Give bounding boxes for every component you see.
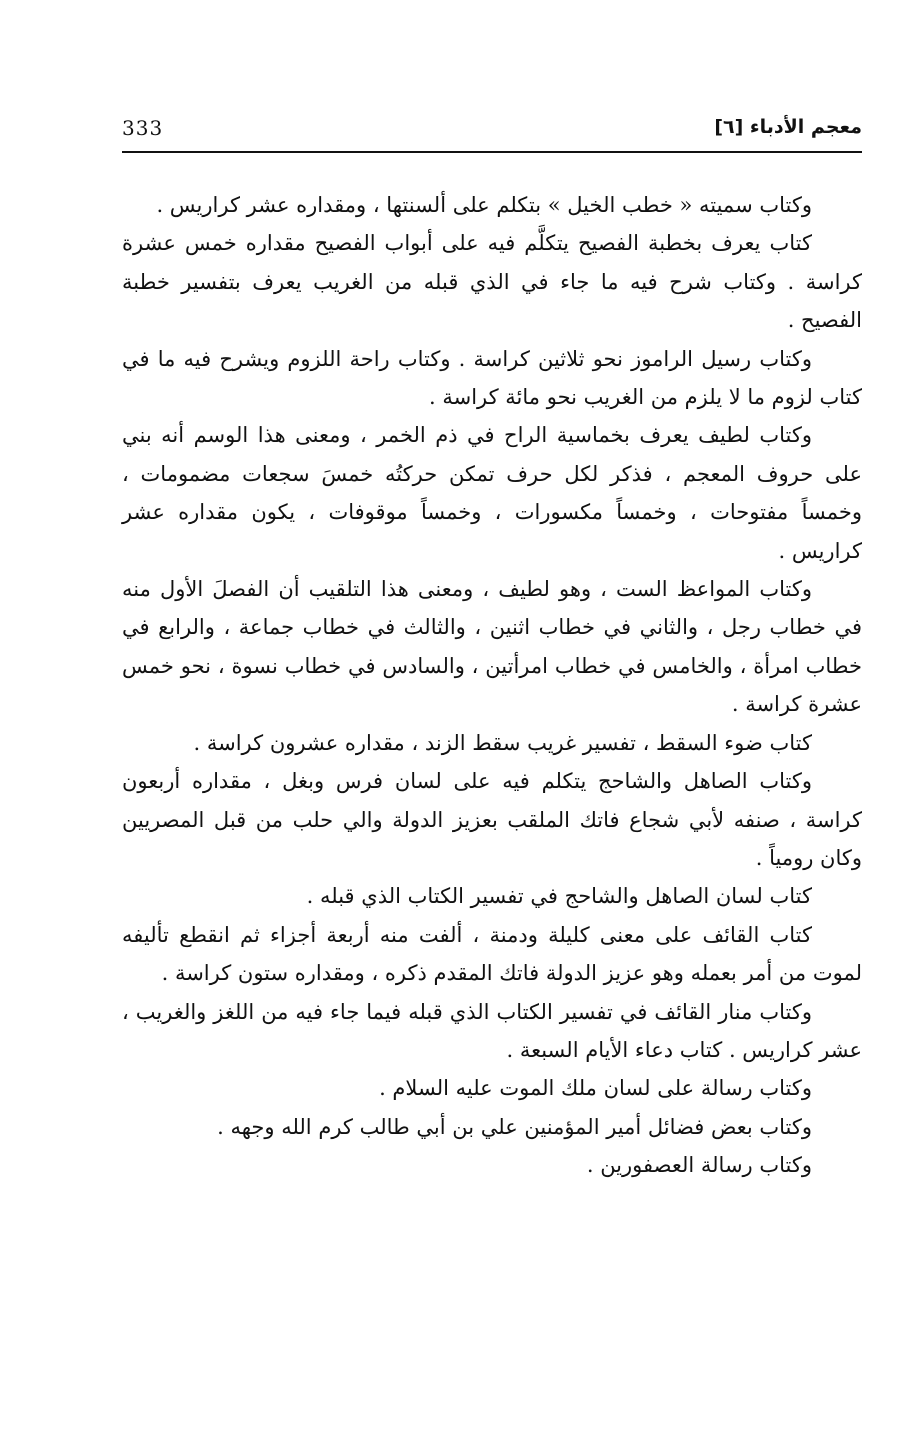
paragraph: وكتاب لطيف يعرف بخماسية الراح في ذم الخمر ، ومعنى هذا الوسم أنه بني على حروف المعجم ، فذكر لكل حرف تمكن حركتُه خمسَ سجعات مضمومات ، وخمساً مفتوحات ، وخمساً مكسورات ، وخمساً موقوفات ، يكون مقداره عشر كراريس . [122,423,862,563]
paragraph: وكتاب رسيل الراموز نحو ثلاثين كراسة . وكتاب راحة اللزوم ويشرح فيه ما في كتاب لزوم ما لا يلزم من الغريب نحو مائة كراسة . [122,346,862,410]
paragraph: وكتاب منار القائف في تفسير الكتاب الذي قبله فيما جاء فيه من اللغز والغريب ، عشر كراريس . كتاب دعاء الأيام السبعة . [122,999,862,1062]
paragraph: وكتاب سميته « خطب الخيل » بتكلم على ألسنتها ، ومقداره عشر كراريس . [156,193,812,217]
paragraph: كتاب ضوء السقط ، تفسير غريب سقط الزند ، مقداره عشرون كراسة . [193,730,812,755]
header-divider [122,151,862,153]
page-header [122,116,862,148]
body-text [122,186,862,1185]
paragraph: وكتاب رسالة على لسان ملك الموت عليه السلام . [379,1076,812,1101]
paragraph: وكتاب الصاهل والشاحج يتكلم فيه على لسان فرس وبغل ، مقداره أربعون كراسة ، صنفه لأبي شجاع فاتك الملقب بعزيز الدولة والي حلب من قبل المصريين وكان رومياً . [122,769,862,870]
paragraph: كتاب يعرف بخطبة الفصيح يتكلَّم فيه على أبواب الفصيح مقداره خمس عشرة كراسة . وكتاب شرح فيه ما جاء في الذي قبله من الغريب يعرف بتفسير خطبة الفصيح . [122,231,862,333]
page-number: 333 [122,116,164,140]
paragraph: كتاب لسان الصاهل والشاحج في تفسير الكتاب الذي قبله . [306,884,812,909]
paragraph: وكتاب بعض فضائل أمير المؤمنين علي بن أبي طالب كرم الله وجهه . [217,1114,812,1139]
paragraph: كتاب القائف على معنى كليلة ودمنة ، ألفت منه أربعة أجزاء ثم انقطع تأليفه لموت من أمر بعمله وهو عزيز الدولة فاتك المقدم ذكره ، ومقداره ستون كراسة . [122,922,862,986]
paragraph: وكتاب رسالة العصفورين . [586,1153,812,1178]
running-title: معجم الأدباء [٦] [714,116,862,138]
paragraph: وكتاب المواعظ الست ، وهو لطيف ، ومعنى هذا التلقيب أن الفصلَ الأول منه في خطاب رجل ، والثاني في خطاب اثنين ، والثالث في خطاب جماعة ، والرابع في خطاب امرأة ، والخامس في خطاب امرأتين ، والسادس في خطاب نسوة ، نحو خمس عشرة كراسة . [122,577,862,717]
